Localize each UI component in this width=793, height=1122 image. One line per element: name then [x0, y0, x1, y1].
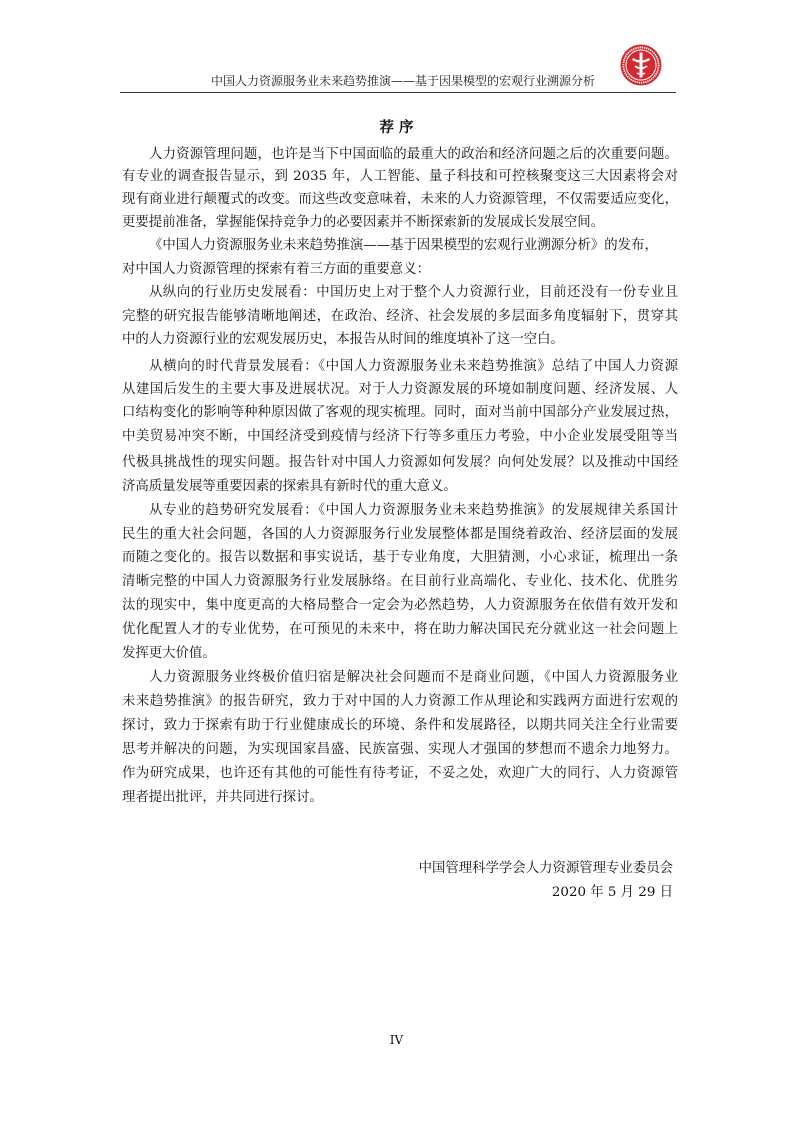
paragraph-line: 理者提出批评，并共同进行探讨。 — [122, 790, 323, 805]
paragraph-line: 探讨，致力于探索有助于行业健康成长的环境、条件和发展路径，以期共同关注全行业需要 — [122, 718, 678, 733]
seal-logo-icon — [620, 44, 662, 86]
header-rule — [120, 92, 676, 93]
paragraph-line: 从横向的时代背景发展看：《中国人力资源服务业未来趋势推演》总结了中国人力资源 — [149, 359, 678, 374]
preface-title: 荐 序 — [379, 119, 414, 136]
paragraph-line: 发挥更大价值。 — [122, 646, 216, 661]
paragraph-line: 代极具挑战性的现实问题。报告针对中国人力资源如何发展？向何处发展？以及推动中国经 — [122, 455, 678, 470]
paragraph-line: 人力资源管理问题，也许是当下中国面临的最重大的政治和经济问题之后的次重要问题。 — [149, 147, 678, 162]
paragraph-line: 中的人力资源行业的宏观发展历史，本报告从时间的维度填补了这一空白。 — [122, 332, 564, 347]
paragraph-line: 作为研究成果，也许还有其他的可能性有待考证，不妥之处，欢迎广大的同行、人力资源管 — [122, 766, 678, 781]
paragraph-line: 而随之变化的。报告以数据和事实说话，基于专业角度，大胆猜测，小心求证，梳理出一条 — [122, 550, 678, 565]
running-header-title: 中国人力资源服务业未来趋势推演——基于因果模型的宏观行业溯源分析 — [211, 74, 596, 88]
paragraph-line: 有专业的调查报告显示，到 2035 年，人工智能、量子科技和可控核聚变这三大因素将会对 — [122, 169, 678, 184]
paragraph-line: 从专业的趋势研究发展看：《中国人力资源服务业未来趋势推演》的发展规律关系国计 — [149, 503, 678, 518]
paragraph-line: 中美贸易冲突不断，中国经济受到疫情与经济下行等多重压力考验，中小企业发展受阻等当 — [122, 429, 678, 444]
paragraph-line: 优化配置人才的专业优势，在可预见的未来中，将在助力解决国民充分就业这一社会问题上 — [122, 622, 678, 637]
paragraph-line: 从建国后发生的主要大事及进展状况。对于人力资源发展的环境如制度问题、经济发展、人 — [122, 382, 678, 397]
paragraph-line: 现有商业进行颠覆式的改变。而这些改变意味着，未来的人力资源管理，不仅需要适应变化， — [122, 192, 678, 207]
paragraph-line: 口结构变化的影响等种种原因做了客观的现实梳理。同时，面对当前中国部分产业发展过热， — [122, 405, 678, 420]
paragraph-line: 清晰完整的中国人力资源服务行业发展脉络。在目前行业高端化、专业化、技术化、优胜劣 — [122, 574, 678, 589]
paragraph-line: 思考并解决的问题，为实现国家昌盛、民族富强、实现人才强国的梦想而不遗余力地努力。 — [122, 742, 678, 757]
paragraph-line: 人力资源服务业终极价值归宿是解决社会问题而不是商业问题，《中国人力资源服务业 — [149, 670, 678, 685]
paragraph-line: 《中国人力资源服务业未来趋势推演——基于因果模型的宏观行业溯源分析》的发布， — [149, 238, 658, 253]
signature-organization: 中国管理科学学会人力资源管理专业委员会 — [418, 861, 673, 876]
paragraph-line: 汰的现实中，集中度更高的大格局整合一定会为必然趋势，人力资源服务在依借有效开发和 — [122, 598, 678, 613]
paragraph-line: 未来趋势推演》的报告研究，致力于对中国的人力资源工作从理论和实践两方面进行宏观的 — [122, 694, 678, 709]
paragraph-line: 济高质量发展等重要因素的探索具有新时代的重大意义。 — [122, 479, 457, 494]
paragraph-line: 完整的研究报告能够清晰地阐述，在政治、经济、社会发展的多层面多角度辐射下，贯穿其 — [122, 309, 678, 324]
paragraph-line: 民生的重大社会问题，各国的人力资源服务行业发展整体都是围绕着政治、经济层面的发展 — [122, 527, 678, 542]
signature-date: 2020 年 5 月 29 日 — [551, 885, 673, 900]
paragraph-line: 从纵向的行业历史发展看：中国历史上对于整个人力资源行业，目前还没有一份专业且 — [149, 285, 678, 300]
paragraph-line: 对中国人力资源管理的探索有着三方面的重要意义： — [122, 262, 430, 277]
page-number: IV — [389, 1033, 404, 1047]
paragraph-line: 更要提前准备，掌握能保持竞争力的必要因素并不断探索新的发展成长发展空间。 — [122, 215, 605, 230]
